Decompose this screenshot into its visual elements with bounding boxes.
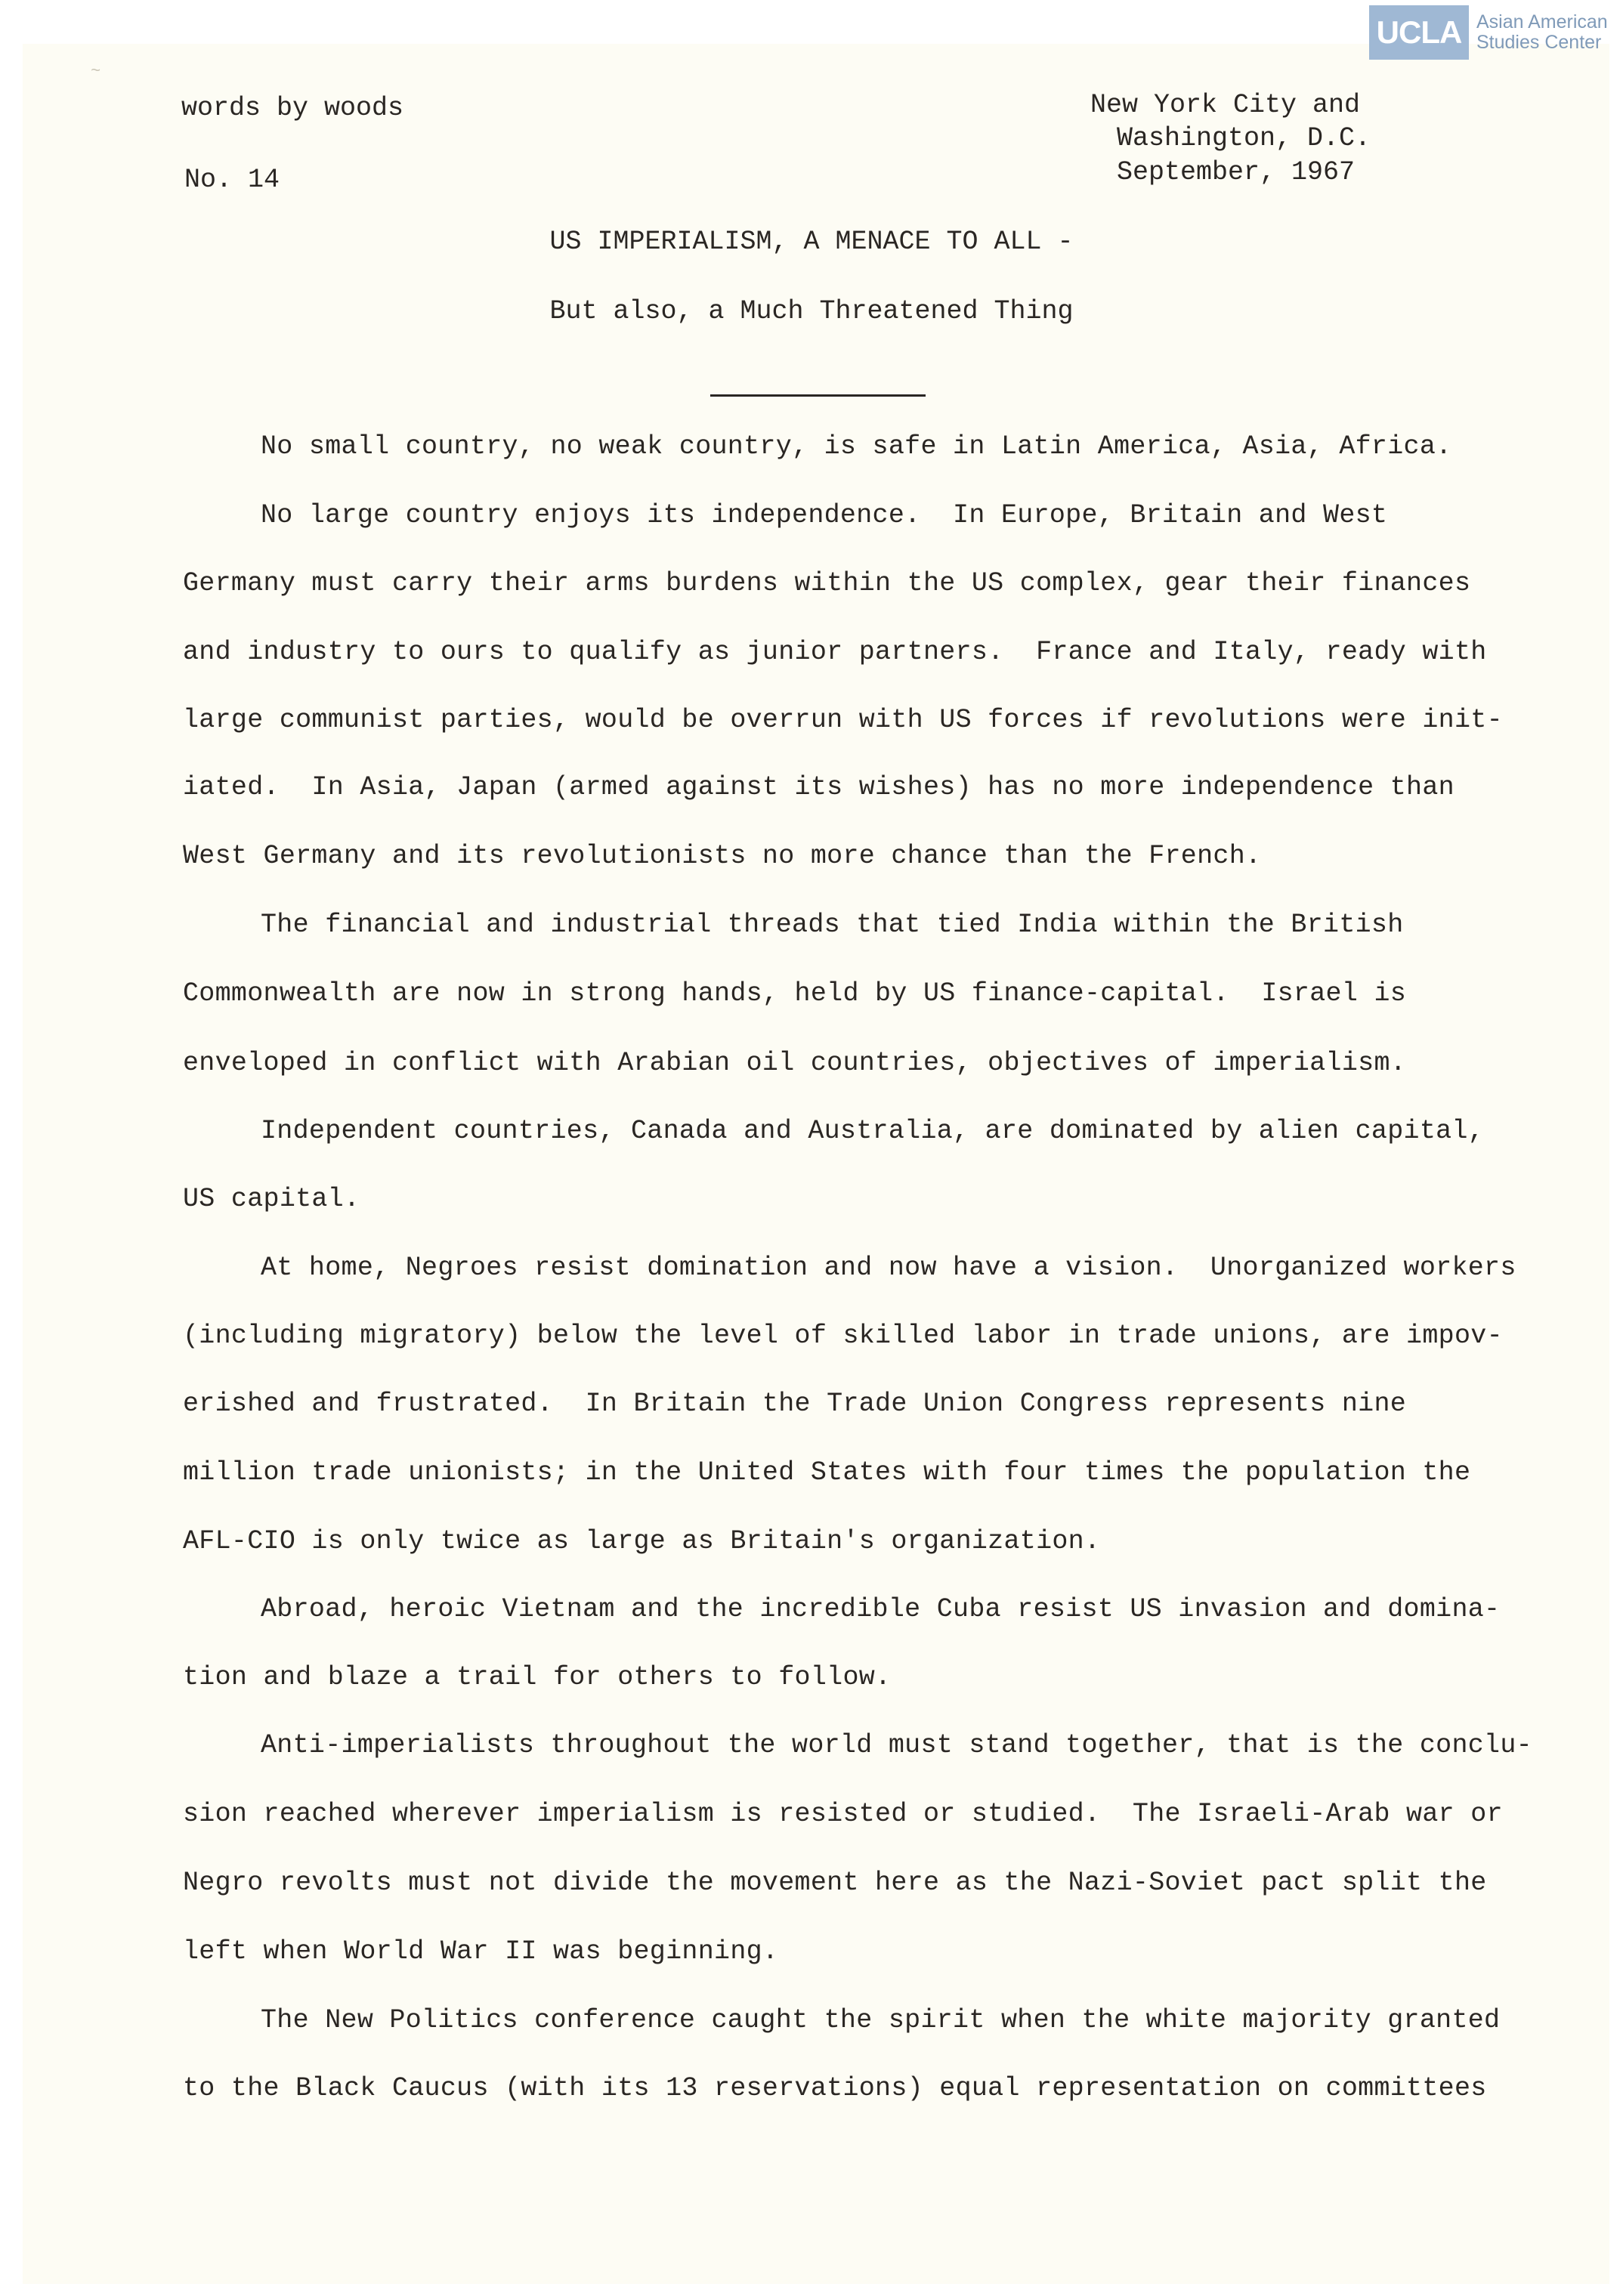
body-line: West Germany and its revolutionists no more chance than the French. xyxy=(183,841,1262,871)
body-line: left when World War II was beginning. xyxy=(183,1936,779,1967)
body-line: The New Politics conference caught the spirit when the white majority granted xyxy=(261,2005,1501,2035)
body-line: tion and blaze a trail for others to follow. xyxy=(183,1662,892,1692)
pencil-mark: ~ xyxy=(91,62,101,81)
body-line: Abroad, heroic Vietnam and the incredible Cuba resist US invasion and domina- xyxy=(261,1594,1501,1624)
body-line: enveloped in conflict with Arabian oil countries, objectives of imperialism. xyxy=(183,1048,1407,1078)
title-line-1: US IMPERIALISM, A MENACE TO ALL - xyxy=(549,227,1074,257)
body-line: No large country enjoys its independence. In Europe, Britain and West xyxy=(261,500,1388,530)
place-line-2: Washington, D.C. xyxy=(1117,123,1371,153)
body-line: Negro revolts must not divide the movement here as the Nazi-Soviet pact split the xyxy=(183,1868,1487,1898)
title-underline xyxy=(710,394,926,397)
body-line: and industry to ours to qualify as junior partners. France and Italy, ready with xyxy=(183,637,1487,667)
title-line-2: But also, a Much Threatened Thing xyxy=(549,296,1074,326)
body-line: The financial and industrial threads that tied India within the British xyxy=(261,910,1404,940)
place-line-1: New York City and xyxy=(1090,90,1361,120)
body-line: (including migratory) below the level of skilled labor in trade unions, are impov- xyxy=(183,1321,1503,1351)
logo-text xyxy=(1476,12,1608,53)
logo-line-2: Studies Center xyxy=(1476,32,1602,53)
body-line: Germany must carry their arms burdens within the US complex, gear their finances xyxy=(183,568,1471,598)
series-name: words by woods xyxy=(181,93,404,123)
body-line: At home, Negroes resist domination and now have a vision. Unorganized workers xyxy=(261,1253,1516,1283)
body-line: Independent countries, Canada and Australia, are dominated by alien capital, xyxy=(261,1116,1485,1146)
body-line: iated. In Asia, Japan (armed against its wishes) has no more independence than xyxy=(183,772,1455,802)
body-line: Anti-imperialists throughout the world must stand together, that is the conclu- xyxy=(261,1730,1532,1760)
body-line: to the Black Caucus (with its 13 reservations) equal representation on committees xyxy=(183,2073,1487,2103)
logo-box: UCLA xyxy=(1369,5,1469,60)
logo-line-1: Asian American xyxy=(1476,11,1608,32)
body-line: large communist parties, would be overrun with US forces if revolutions were init- xyxy=(183,705,1503,735)
body-line: erished and frustrated. In Britain the Trade Union Congress represents nine xyxy=(183,1389,1407,1419)
ucla-aasc-logo xyxy=(1369,5,1608,60)
body-line: Commonwealth are now in strong hands, held by US finance-capital. Israel is xyxy=(183,978,1407,1009)
body-line: No small country, no weak country, is safe in Latin America, Asia, Africa. xyxy=(261,431,1452,462)
date-line: September, 1967 xyxy=(1117,157,1356,187)
body-line: sion reached wherever imperialism is resisted or studied. The Israeli-Arab war or xyxy=(183,1799,1503,1829)
issue-number: No. 14 xyxy=(184,165,280,195)
body-line: AFL-CIO is only twice as large as Britain's organization. xyxy=(183,1526,1101,1556)
body-line: US capital. xyxy=(183,1184,360,1214)
body-line: million trade unionists; in the United States with four times the population the xyxy=(183,1457,1471,1488)
